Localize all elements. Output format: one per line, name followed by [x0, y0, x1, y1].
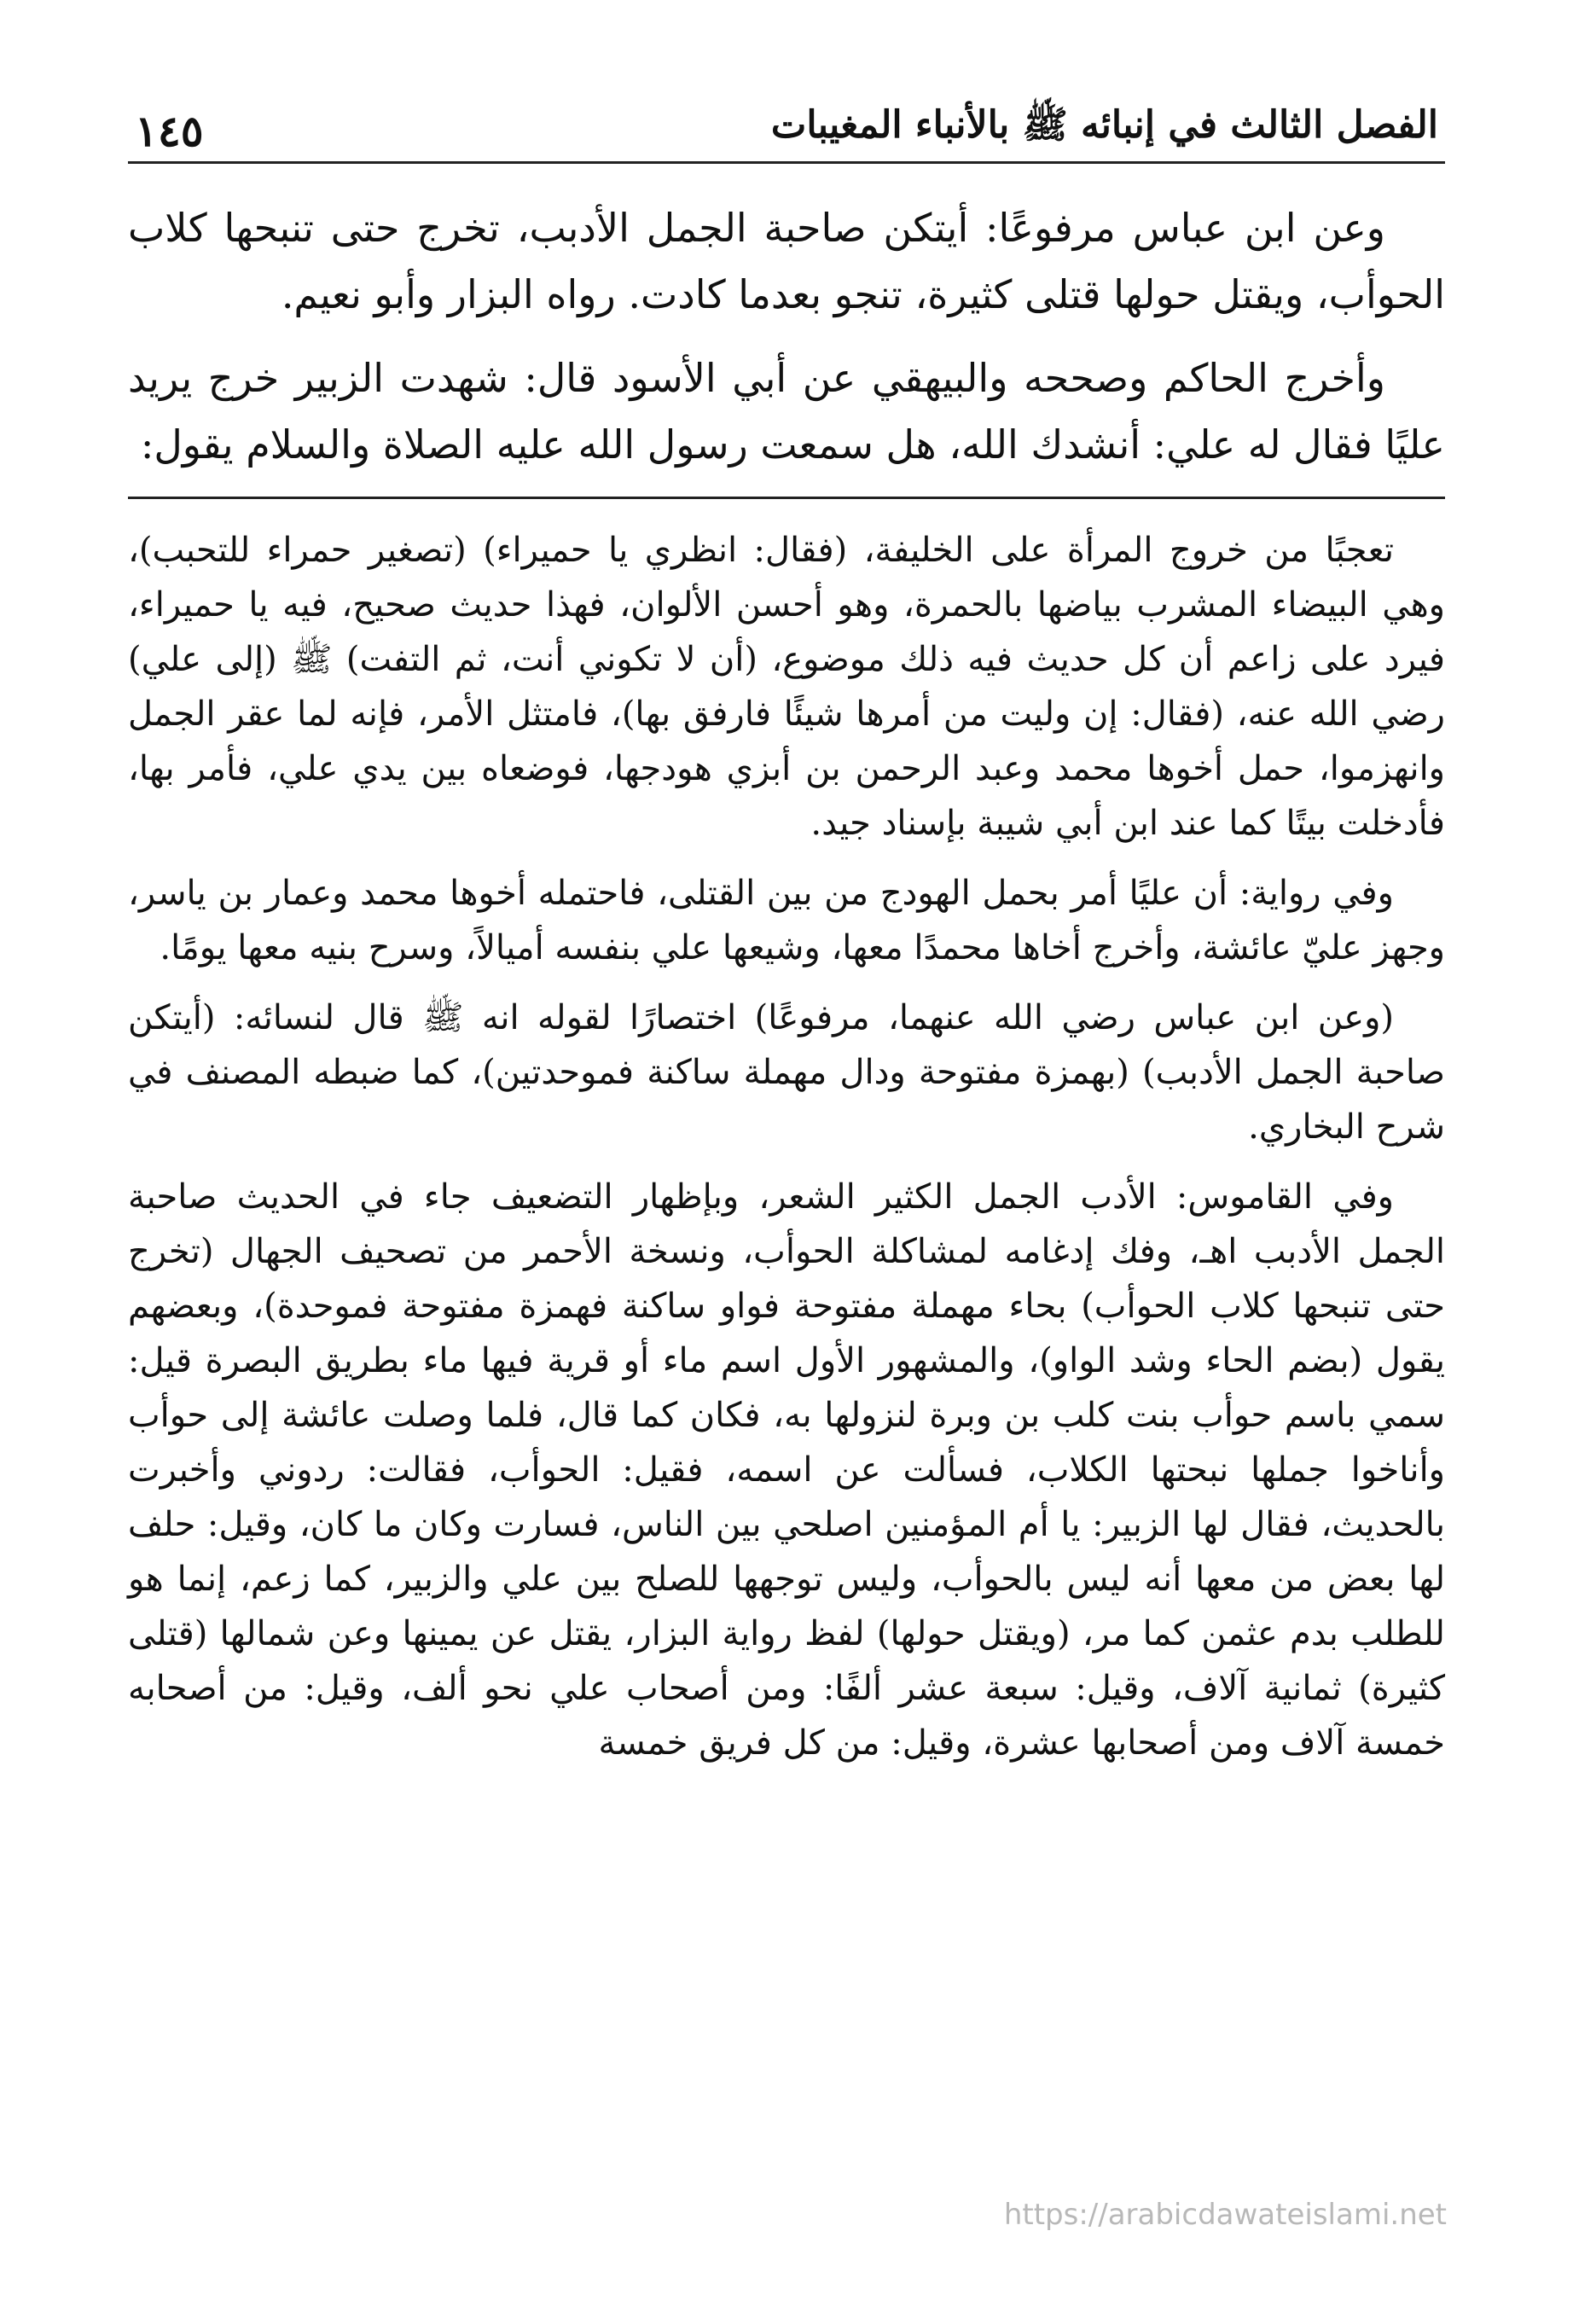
page-header — [128, 85, 1445, 164]
main-paragraph: وأخرج الحاكم وصححه والبيهقي عن أبي الأسود قال: شهدت الزبير خرج يريد عليًا فقال له علي: أنشدك الله، هل سمعت رسول الله عليه الصلاة والسلام يقول: — [128, 355, 1445, 468]
chapter-title: الفصل الثالث في إنبائه ﷺ بالأنباء المغيبات — [770, 103, 1438, 147]
footnote-divider — [128, 497, 1445, 499]
commentary-paragraph: وفي رواية: أن عليًا أمر بحمل الهودج من بين القتلى، فاحتمله أخوها محمد وعمار بن ياسر، وجهز عليّ عائشة، وأخرج أخاها محمدًا معها، وشيعها علي بنفسه أميالاً، وسرح بنيه معها يومًا. — [128, 874, 1445, 967]
book-page — [128, 85, 1445, 2273]
commentary-paragraph: تعجبًا من خروج المرأة على الخليفة، (فقال: انظري يا حميراء) (تصغير حمراء للتحبب)، وهي البيضاء المشرب بياضها بالحمرة، وهو أحسن الألوان، فهذا حديث صحيح، فيه يا حميراء، فيرد على زاعم أن كل حديث فيه ذلك موضوع، (أن لا تكوني أنت، ثم التفت) ﷺ (إلى علي) رضي الله عنه، (فقال: إن وليت من أمرها شيئًا فارفق بها)، فامتثل الأمر، فإنه لما عقر الجمل وانهزموا، حمل أخوها محمد وعبد الرحمن بن أبزي هودجها، فوضعاه بين يدي علي، فأمر بها، فأدخلت بيتًا كما عند ابن أبي شيبة بإسناد جيد. — [128, 531, 1445, 843]
commentary-paragraph: وفي القاموس: الأدب الجمل الكثير الشعر، وبإظهار التضعيف جاء في الحديث صاحبة الجمل الأدبب اهـ، وفك إدغامه لمشاكلة الحوأب، ونسخة الأحمر من تصحيف الجهال (تخرج حتى تنبحها كلاب الحوأب) بحاء مهملة مفتوحة فواو ساكنة فهمزة مفتوحة فموحدة)، وبعضهم يقول (بضم الحاء وشد الواو)، والمشهور الأول اسم ماء أو قرية فيها ماء بطريق البصرة قيل: سمي باسم حوأب بنت كلب بن وبرة لنزولها به، فكان كما قال، فلما وصلت عائشة إلى حوأب وأناخوا جملها نبحتها الكلاب، فسألت عن اسمه، فقيل: الحوأب، فقالت: ردوني وأخبرت بالحديث، فقال لها الزبير: يا أم المؤمنين اصلحي بين الناس، فسارت وكان ما كان، وقيل: حلف لها بعض من معها أنه ليس بالحوأب، وليس توجهها للصلح بين علي والزبير، كما زعم، إنما هو للطلب بدم عثمن كما مر، (ويقتل حولها) لفظ رواية البزار، يقتل عن يمينها وعن شمالها (قتلى كثيرة) ثمانية آلاف، وقيل: سبعة عشر ألفًا: ومن أصحاب علي نحو ألف، وقيل: من أصحابه خمسة آلاف ومن أصحابها عشرة، وقيل: من كل فريق خمسة — [128, 1177, 1446, 1763]
main-text — [128, 195, 1445, 478]
page-number: ١٤٥ — [135, 106, 204, 156]
commentary-paragraph: (وعن ابن عباس رضي الله عنهما، مرفوعًا) اختصارًا لقوله انه ﷺ قال لنسائه: (أيتكن صاحبة الجمل الأدبب) (بهمزة مفتوحة ودال مهملة ساكنة فموحدتين)، كما ضبطه المصنف في شرح البخاري. — [128, 998, 1445, 1147]
watermark-url: https://arabicdawateislami.net — [1003, 2198, 1447, 2232]
commentary-text — [128, 523, 1445, 1770]
main-paragraph: وعن ابن عباس مرفوعًا: أيتكن صاحبة الجمل الأدبب، تخرج حتى تنبحها كلاب الحوأب، ويقتل حولها قتلى كثيرة، تنجو بعدما كادت. رواه البزار وأبو نعيم. — [128, 205, 1445, 317]
